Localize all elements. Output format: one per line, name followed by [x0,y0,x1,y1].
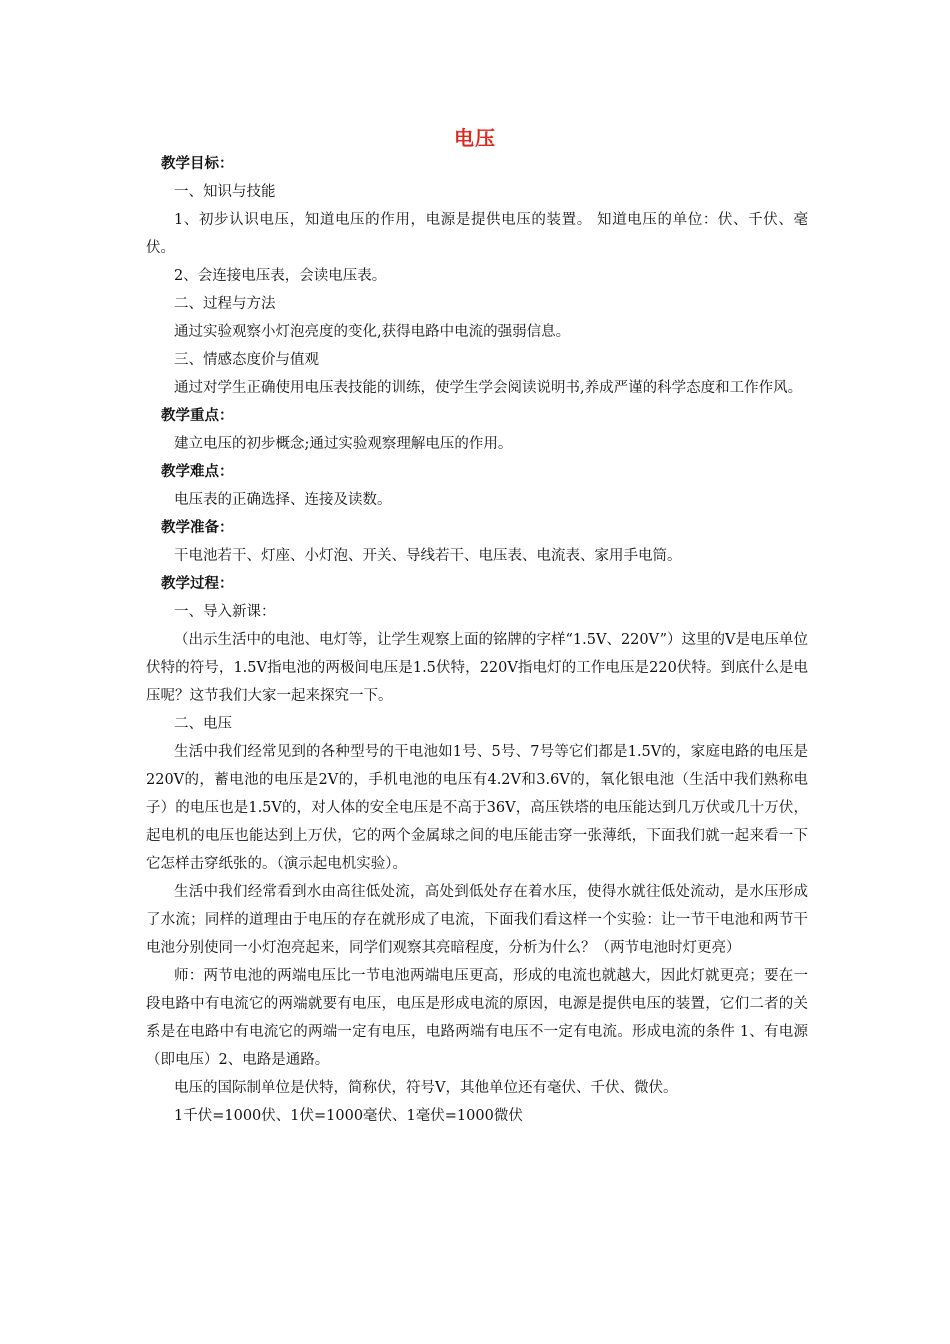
goal-process-text: 通过实验观察小灯泡亮度的变化,获得电路中电流的强弱信息。 [174,324,571,340]
key-points-text: 建立电压的初步概念;通过实验观察理解电压的作用。 [174,436,513,452]
preparation-heading: 教学准备： [161,520,234,536]
teaching-goals-heading: 教学目标： [161,156,234,172]
goal-knowledge-item-1: 1、初步认识电压，知道电压的作用，电源是提供电压的装置。 知道电压的单位：伏、千伏、毫伏。 [146,212,808,256]
preparation-text: 干电池若干、灯座、小灯泡、开关、导线若干、电压表、电流表、家用手电筒。 [174,548,682,564]
voltage-paragraph-5: 1千伏=1000伏、1伏=1000毫伏、1毫伏=1000微伏 [174,1108,523,1124]
goal-knowledge-heading: 一、知识与技能 [174,184,276,200]
intro-text: （出示生活中的电池、电灯等，让学生观察上面的铭牌的字样“1.5V、220V”）这里的V是电压单位伏特的符号，1.5V指电池的两极间电压是1.5伏特，220V指电灯的工作电压是220伏特。到底什么是电压呢？这节我们大家一起来探究一下。 [146,632,809,704]
voltage-section-heading: 二、电压 [174,716,232,732]
process-heading: 教学过程： [161,576,234,592]
goal-attitude-text: 通过对学生正确使用电压表技能的训练，使学生学会阅读说明书,养成严谨的科学态度和工作作风。 [174,380,803,396]
difficulty-text: 电压表的正确选择、连接及读数。 [174,492,392,508]
voltage-paragraph-2: 生活中我们经常看到水由高往低处流，高处到低处存在着水压，使得水就往低处流动，是水压形成了水流；同样的道理由于电压的存在就形成了电流，下面我们看这样一个实验：让一节干电池和两节干电池分别使同一小灯泡亮起来，同学们观察其亮暗程度，分析为什么？（两节电池时灯更亮） [146,884,808,956]
voltage-paragraph-3: 师：两节电池的两端电压比一节电池两端电压更高，形成的电流也就越大，因此灯就更亮；要在一段电路中有电流它的两端就要有电压，电压是形成电流的原因，电源是提供电压的装置，它们二者的关系是在电路中有电流它的两端一定有电压，电路两端有电压不一定有电流。形成电流的条件 1、有电源（即电压）2、电路是通路。 [146,968,808,1068]
voltage-paragraph-1: 生活中我们经常见到的各种型号的干电池如1号、5号、7号等它们都是1.5V的，家庭电路的电压是220V的，蓄电池的电压是2V的，手机电池的电压有4.2V和3.6V的，氧化银电池（生活中我们熟称电子）的电压也是1.5V的，对人体的安全电压是不高于36V，高压铁塔的电压能达到几万伏或几十万伏，起电机的电压也能达到上万伏，它的两个金属球之间的电压能击穿一张薄纸，下面我们就一起来看一下它怎样击穿纸张的。（演示起电机实验）。 [146,744,808,872]
document-title: 电压 [454,126,496,150]
voltage-paragraph-4: 电压的国际制单位是伏特，简称伏，符号V，其他单位还有毫伏、千伏、微伏。 [174,1080,678,1096]
document-body [146,150,808,1130]
intro-heading: 一、导入新课： [174,604,276,620]
goal-knowledge-item-2: 2、会连接电压表，会读电压表。 [174,268,387,284]
goal-process-heading: 二、过程与方法 [174,296,276,312]
difficulty-heading: 教学难点： [161,464,234,480]
goal-attitude-heading: 三、情感态度价与值观 [174,352,319,368]
key-points-heading: 教学重点： [161,408,234,424]
